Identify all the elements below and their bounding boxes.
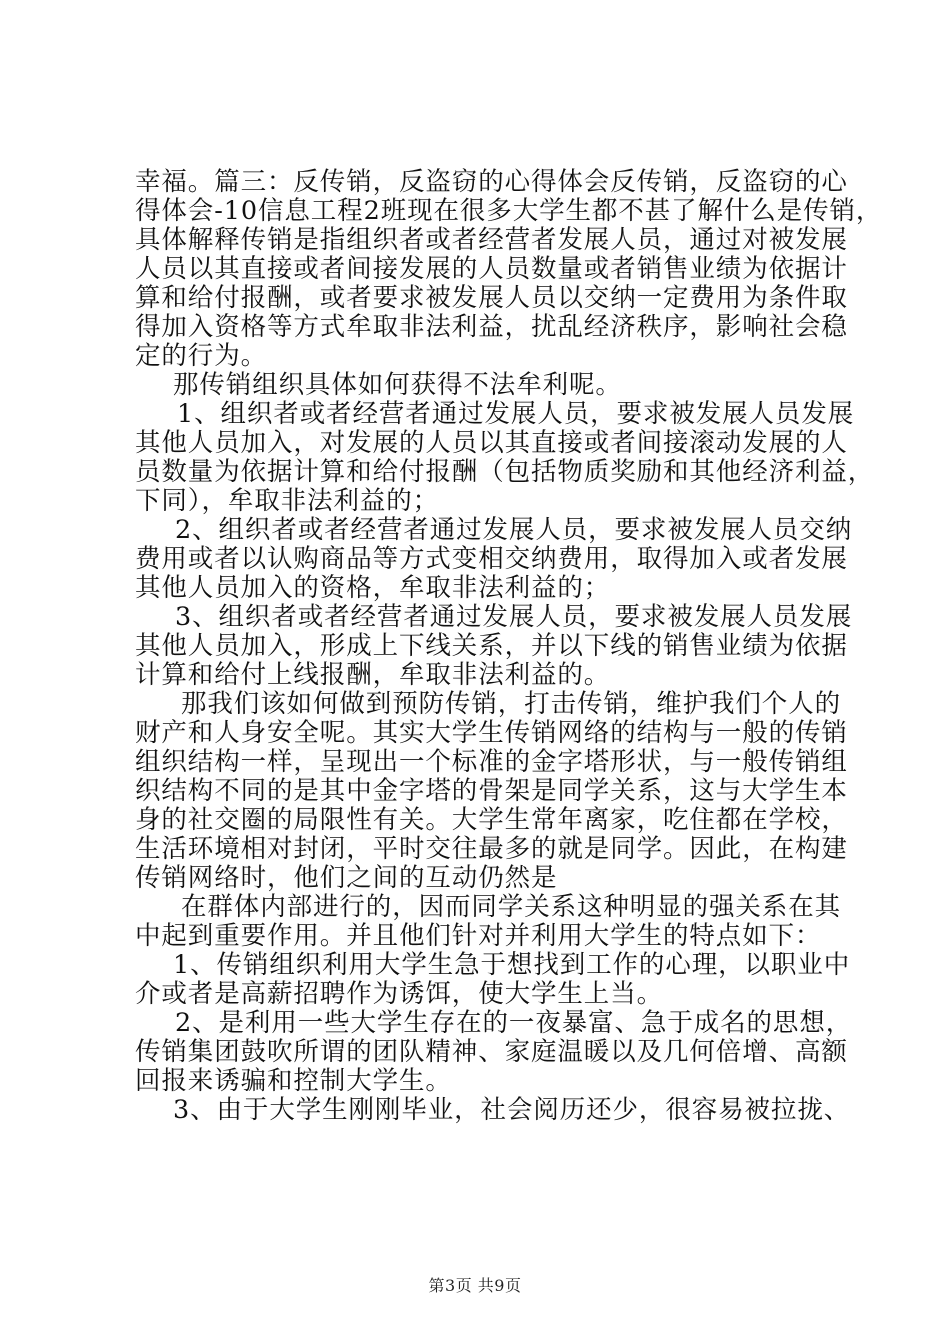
text-line: 人员以其直接或者间接发展的人员数量或者销售业绩为依据计 [135,254,848,284]
text-line: 1、传销组织利用大学生急于想找到工作的心理，以职业中 [173,950,851,980]
text-line: 介或者是高薪招聘作为诱饵，使大学生上当。 [135,979,664,1009]
text-line: 得加入资格等方式牟取非法利益，扰乱经济秩序，影响社会稳 [135,312,848,342]
text-line: 具体解释传销是指组织者或者经营者发展人员，通过对被发展 [135,225,848,255]
text-line: 生活环境相对封闭，平时交往最多的就是同学。因此，在构建 [135,834,848,864]
text-line: 幸福。篇三：反传销，反盗窃的心得体会反传销，反盗窃的心 [135,167,848,197]
text-line: 在群体内部进行的，因而同学关系这种明显的强关系在其 [181,892,842,922]
page-number: 第3页 共9页 [428,1276,522,1295]
text-line: 回报来诱骗和控制大学生。 [135,1066,452,1096]
text-line: 1、组织者或者经营者通过发展人员，要求被发展人员发展 [177,399,855,429]
body-text [135,167,883,1125]
text-line: 其他人员加入的资格，牟取非法利益的； [135,573,611,603]
text-line: 织结构不同的是其中金字塔的骨架是同学关系，这与大学生本 [135,776,848,806]
text-line: 定的行为。 [135,341,268,371]
text-line: 传销网络时，他们之间的互动仍然是 [135,863,558,893]
text-line: 那我们该如何做到预防传销，打击传销，维护我们个人的 [181,689,842,719]
text-line: 传销集团鼓吹所谓的团队精神、家庭温暖以及几何倍增、高额 [135,1037,848,1067]
text-line: 算和给付报酬，或者要求被发展人员以交纳一定费用为条件取 [135,283,848,313]
text-line: 费用或者以认购商品等方式变相交纳费用，取得加入或者发展 [135,544,848,574]
text-line: 2、组织者或者经营者通过发展人员，要求被发展人员交纳 [175,515,853,545]
text-line: 那传销组织具体如何获得不法牟利呢。 [173,370,622,400]
text-line: 下同），牟取非法利益的； [135,486,440,516]
text-line: 计算和给付上线报酬，牟取非法利益的。 [135,660,611,690]
text-line: 其他人员加入，形成上下线关系，并以下线的销售业绩为依据 [135,631,848,661]
text-line: 2、是利用一些大学生存在的一夜暴富、急于成名的思想， [175,1008,853,1038]
text-line: 员数量为依据计算和给付报酬（包括物质奖励和其他经济利益， [135,457,875,487]
text-line: 身的社交圈的局限性有关。大学生常年离家，吃住都在学校， [135,805,848,835]
text-line: 3、由于大学生刚刚毕业，社会阅历还少，很容易被拉拢、 [173,1095,851,1125]
text-line: 其他人员加入，对发展的人员以其直接或者间接滚动发展的人 [135,428,848,458]
text-line: 组织结构一样，呈现出一个标准的金字塔形状，与一般传销组 [135,747,848,777]
text-line: 财产和人身安全呢。其实大学生传销网络的结构与一般的传销 [135,718,848,748]
text-line: 3、组织者或者经营者通过发展人员，要求被发展人员发展 [175,602,853,632]
text-line: 中起到重要作用。并且他们针对并利用大学生的特点如下： [135,921,822,951]
text-line: 得体会-10信息工程2班现在很多大学生都不甚了解什么是传销， [135,196,883,226]
